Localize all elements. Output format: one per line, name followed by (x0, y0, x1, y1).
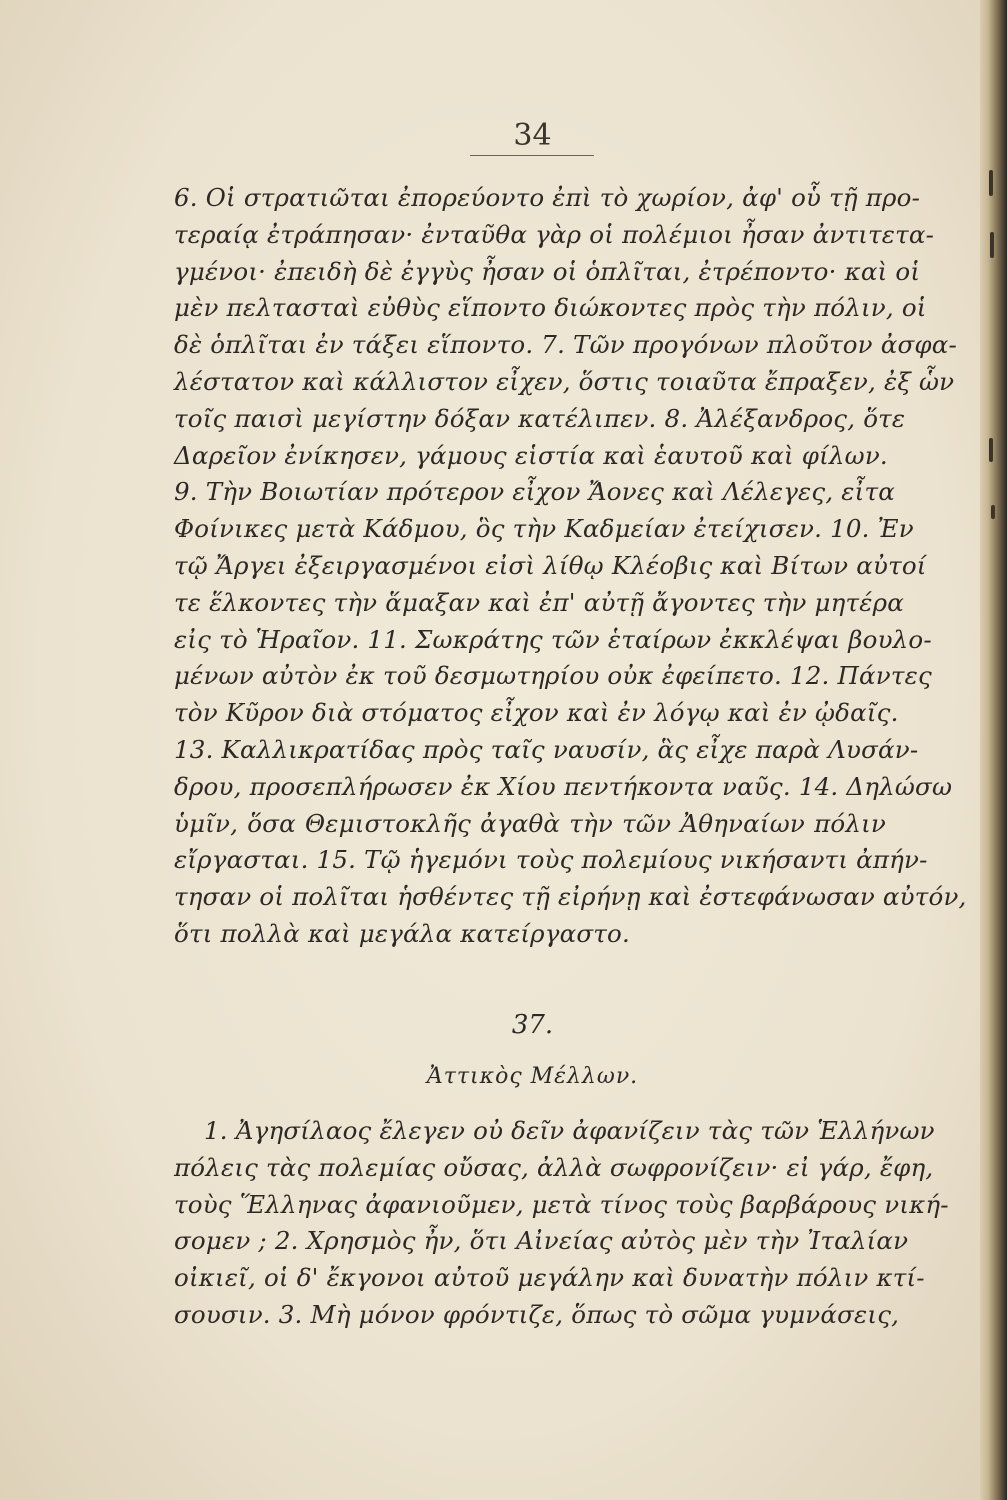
text-line: τῷ Ἄργει ἐξειργασμένοι εἰσὶ λίθῳ Κλέοβις καὶ Βίτων αὐτοί (174, 550, 927, 580)
text-line: 13. Καλλικρατίδας πρὸς ταῖς ναυσίν, ἃς εἶχε παρὰ Λυσάν- (174, 734, 919, 764)
text-line: Φοίνικες μετὰ Κάδμου, ὃς τὴν Καδμείαν ἐτείχισεν. 10. Ἐν (174, 514, 914, 544)
text-line: μένων αὐτὸν ἐκ τοῦ δεσμωτηρίου οὐκ ἐφείπετο. 12. Πάντες (174, 661, 932, 691)
page-number: 34 (513, 118, 552, 153)
text-line: δὲ ὁπλῖται ἐν τάξει εἵποντο. 7. Τῶν προγόνων πλοῦτον ἀσφα- (174, 330, 957, 360)
edge-mark (989, 438, 993, 462)
text-line: τεραίᾳ ἐτράπησαν· ἐνταῦθα γὰρ οἱ πολέμιοι ἦσαν ἀντιτετα- (174, 219, 935, 249)
section-number: 37. (511, 1010, 554, 1040)
edge-mark (991, 505, 995, 519)
text-line: τὸν Κῦρον διὰ στόματος εἶχον καὶ ἐν λόγῳ καὶ ἐν ᾠδαῖς. (174, 698, 899, 728)
text-line: μὲν πελτασταὶ εὐθὺς εἵποντο διώκοντες πρὸς τὴν πόλιν, οἱ (174, 293, 927, 323)
text-line: γμένοι· ἐπειδὴ δὲ ἐγγὺς ἦσαν οἱ ὁπλῖται, ἐτρέποντο· καὶ οἱ (174, 256, 921, 286)
exercise-text-block-2 (174, 1113, 949, 1334)
text-line: τοὺς Ἕλληνας ἀφανιοῦμεν, μετὰ τίνος τοὺς βαρβάρους νική- (174, 1189, 949, 1219)
text-line: τησαν οἱ πολῖται ἡσθέντες τῇ εἰρήνῃ καὶ ἐστεφάνωσαν αὐτόν, (174, 882, 967, 912)
exercise-text-block-1 (174, 180, 967, 953)
text-line: εἴργασται. 15. Τῷ ἡγεμόνι τοὺς πολεμίους νικήσαντι ἀπήν- (174, 845, 928, 875)
text-line: 9. Τὴν Βοιωτίαν πρότερον εἶχον Ἄονες καὶ Λέλεγες, εἶτα (174, 477, 895, 507)
section-title: Ἀττικὸς Μέλλων. (426, 1064, 639, 1089)
page-number-rule (470, 155, 594, 156)
text-line: πόλεις τὰς πολεμίας οὔσας, ἀλλὰ σωφρονίζειν· εἰ γάρ, ἔφη, (174, 1152, 934, 1182)
text-line: εἰς τὸ Ἡραῖον. 11. Σωκράτης τῶν ἑταίρων ἐκκλέψαι βουλο- (174, 624, 932, 654)
text-line: σουσιν. 3. Μὴ μόνον φρόντιζε, ὅπως τὸ σῶμα γυμνάσεις, (174, 1299, 900, 1329)
edge-mark (990, 232, 994, 258)
text-line: τε ἕλκοντες τὴν ἅμαξαν καὶ ἐπ' αὐτῇ ἄγοντες τὴν μητέρα (174, 587, 904, 617)
text-line: Δαρεῖον ἐνίκησεν, γάμους εἱστία καὶ ἑαυτοῦ καὶ φίλων. (174, 440, 888, 470)
text-line: οἰκιεῖ, οἱ δ' ἔκγονοι αὐτοῦ μεγάλην καὶ δυνατὴν πόλιν κτί- (174, 1263, 925, 1293)
text-line: τοῖς παισὶ μεγίστην δόξαν κατέλιπεν. 8. Ἀλέξανδρος, ὅτε (174, 403, 906, 433)
text-line: σομεν ; 2. Χρησμὸς ἦν, ὅτι Αἰνείας αὐτὸς μὲν τὴν Ἰταλίαν (174, 1226, 909, 1256)
text-line: ὑμῖν, ὅσα Θεμιστοκλῆς ἀγαθὰ τὴν τῶν Ἀθηναίων πόλιν (174, 808, 886, 838)
text-line: 1. Ἀγησίλαος ἔλεγεν οὐ δεῖν ἀφανίζειν τὰς τῶν Ἑλλήνων (204, 1116, 935, 1145)
edge-mark (989, 170, 993, 196)
text-line: δρου, προσεπλήρωσεν ἐκ Χίου πεντήκοντα ναῦς. 14. Δηλώσω (174, 771, 953, 801)
text-line: λέστατον καὶ κάλλιστον εἶχεν, ὅστις τοιαῦτα ἔπραξεν, ἐξ ὧν (174, 366, 955, 396)
page-spine-edge (980, 0, 1007, 1500)
text-line: 6. Οἱ στρατιῶται ἐπορεύοντο ἐπὶ τὸ χωρίον, ἀφ' οὗ τῇ προ- (174, 183, 921, 212)
text-line: ὅτι πολλὰ καὶ μεγάλα κατείργαστο. (174, 918, 630, 948)
